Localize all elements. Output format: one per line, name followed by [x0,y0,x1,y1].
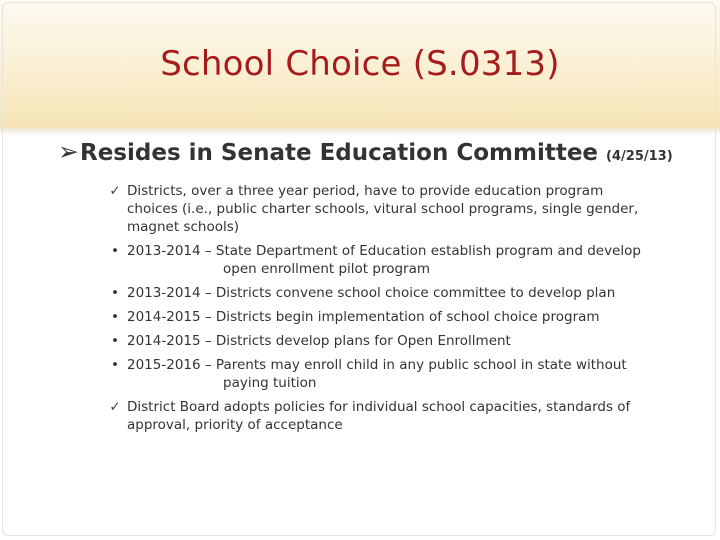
item-line: 2014-2015 – Districts begin implementation of school choice program [127,309,600,325]
item-line: 2014-2015 – Districts develop plans for Open Enrollment [127,333,511,349]
item-line: Districts, over a three year period, have to provide education program [127,183,604,199]
checkmark-icon: ✓ [109,183,121,199]
item-line: open enrollment pilot program [223,261,430,277]
item-line: approval, priority of acceptance [127,417,343,433]
list-item [108,242,698,278]
bullet-icon: • [111,309,119,325]
item-line: District Board adopts policies for individual school capacities, standards of [127,399,631,415]
heading-date: (4/25/13) [606,149,673,164]
list-item [108,356,698,392]
bullet-icon: • [111,333,119,349]
bullet-icon: • [111,285,119,301]
section-heading [58,137,673,166]
bullet-list [108,182,698,440]
slide-title: School Choice (S.0313) [160,44,560,84]
list-item [108,332,698,350]
bullet-icon: • [111,357,119,373]
list-item [108,398,698,434]
checkmark-icon: ✓ [109,399,121,415]
arrow-bullet-icon: ➢ [58,137,79,166]
item-line: 2013-2014 – Districts convene school choice committee to develop plan [127,285,616,301]
item-line: magnet schools) [127,219,240,235]
heading-text: Resides in Senate Education Committee [80,140,599,166]
list-item [108,182,698,236]
item-line: paying tuition [223,375,317,391]
item-line: choices (i.e., public charter schools, vitural school programs, single gender, [127,201,639,217]
list-item [108,308,698,326]
list-item [108,284,698,302]
item-line: 2013-2014 – State Department of Education establish program and develop [127,243,641,259]
bullet-icon: • [111,243,119,259]
item-line: 2015-2016 – Parents may enroll child in any public school in state without [127,357,627,373]
